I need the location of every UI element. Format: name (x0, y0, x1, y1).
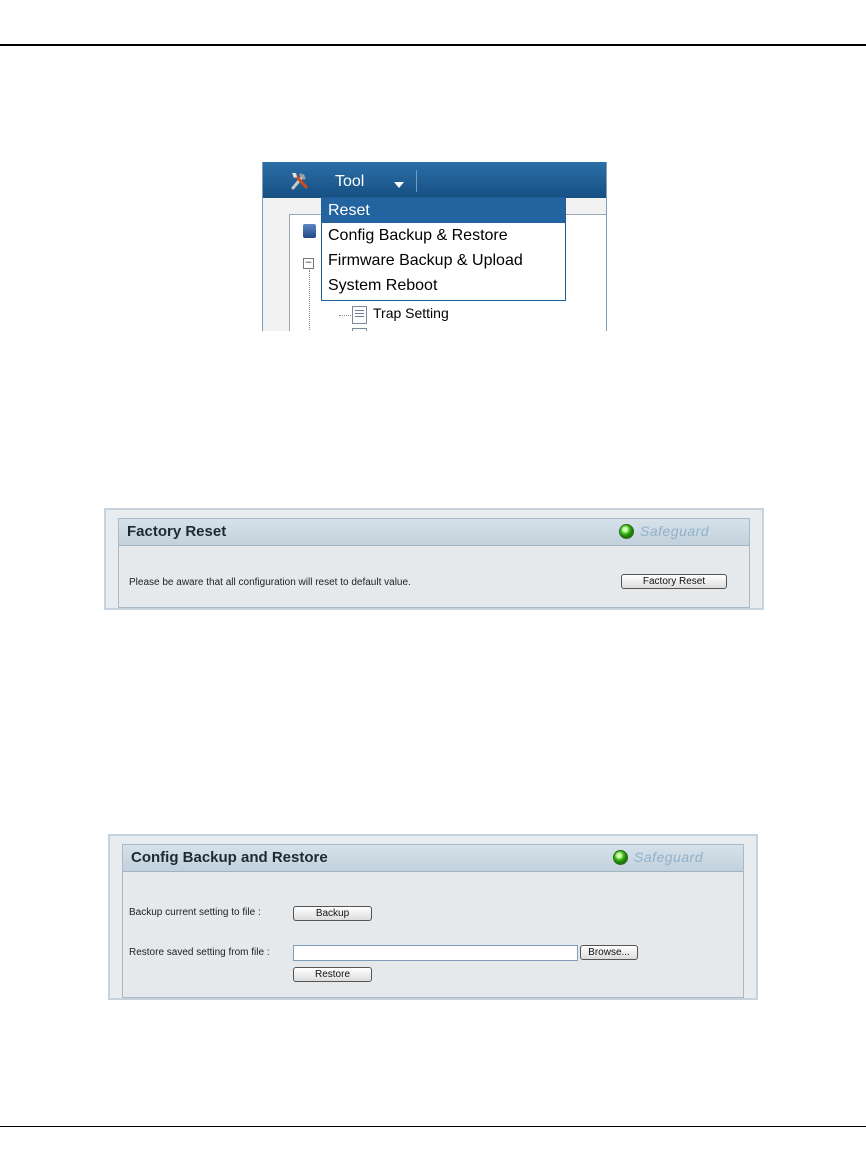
chevron-down-icon[interactable] (394, 182, 404, 188)
tools-icon (289, 170, 311, 192)
safeguard-status-icon (613, 850, 628, 865)
bottom-rule (0, 1126, 866, 1127)
switch-icon (303, 224, 316, 238)
restore-file-input[interactable] (293, 945, 578, 961)
panel-header (123, 845, 743, 872)
panel-header (119, 519, 749, 546)
backup-button[interactable]: Backup (293, 906, 372, 921)
top-rule (0, 44, 866, 46)
menu-item-reset[interactable]: Reset (322, 198, 565, 223)
factory-reset-content (118, 518, 750, 608)
tool-dropdown-menu (321, 197, 566, 301)
safeguard-label: Safeguard (640, 523, 710, 539)
factory-reset-panel (104, 508, 764, 610)
toolbar (263, 162, 606, 198)
browse-button[interactable]: Browse... (580, 945, 638, 960)
document-icon (352, 328, 367, 331)
config-backup-content (122, 844, 744, 998)
restore-label: Restore saved setting from file : (129, 947, 270, 958)
document-icon (352, 306, 367, 324)
toolbar-divider (416, 170, 417, 192)
safeguard-label: Safeguard (634, 849, 704, 865)
restore-button[interactable]: Restore (293, 967, 372, 982)
tool-menu-button[interactable]: Tool (335, 173, 365, 190)
tree-line (309, 270, 310, 330)
factory-reset-button[interactable]: Factory Reset (621, 574, 727, 589)
panel-title: Factory Reset (127, 523, 227, 540)
tree-item-trap-setting[interactable]: Trap Setting (373, 305, 449, 321)
tool-menu-screenshot (262, 162, 607, 331)
menu-item-system-reboot[interactable]: System Reboot (328, 277, 438, 294)
config-backup-panel (108, 834, 758, 1000)
panel-title: Config Backup and Restore (131, 849, 328, 866)
menu-item-firmware-backup-upload[interactable]: Firmware Backup & Upload (328, 252, 523, 269)
safeguard-status-icon (619, 524, 634, 539)
collapse-icon[interactable]: − (304, 258, 313, 268)
tree-line (339, 315, 351, 316)
backup-label: Backup current setting to file : (129, 907, 261, 918)
factory-reset-description: Please be aware that all configuration will reset to default value. (129, 577, 411, 588)
menu-item-config-backup-restore[interactable]: Config Backup & Restore (328, 227, 508, 244)
